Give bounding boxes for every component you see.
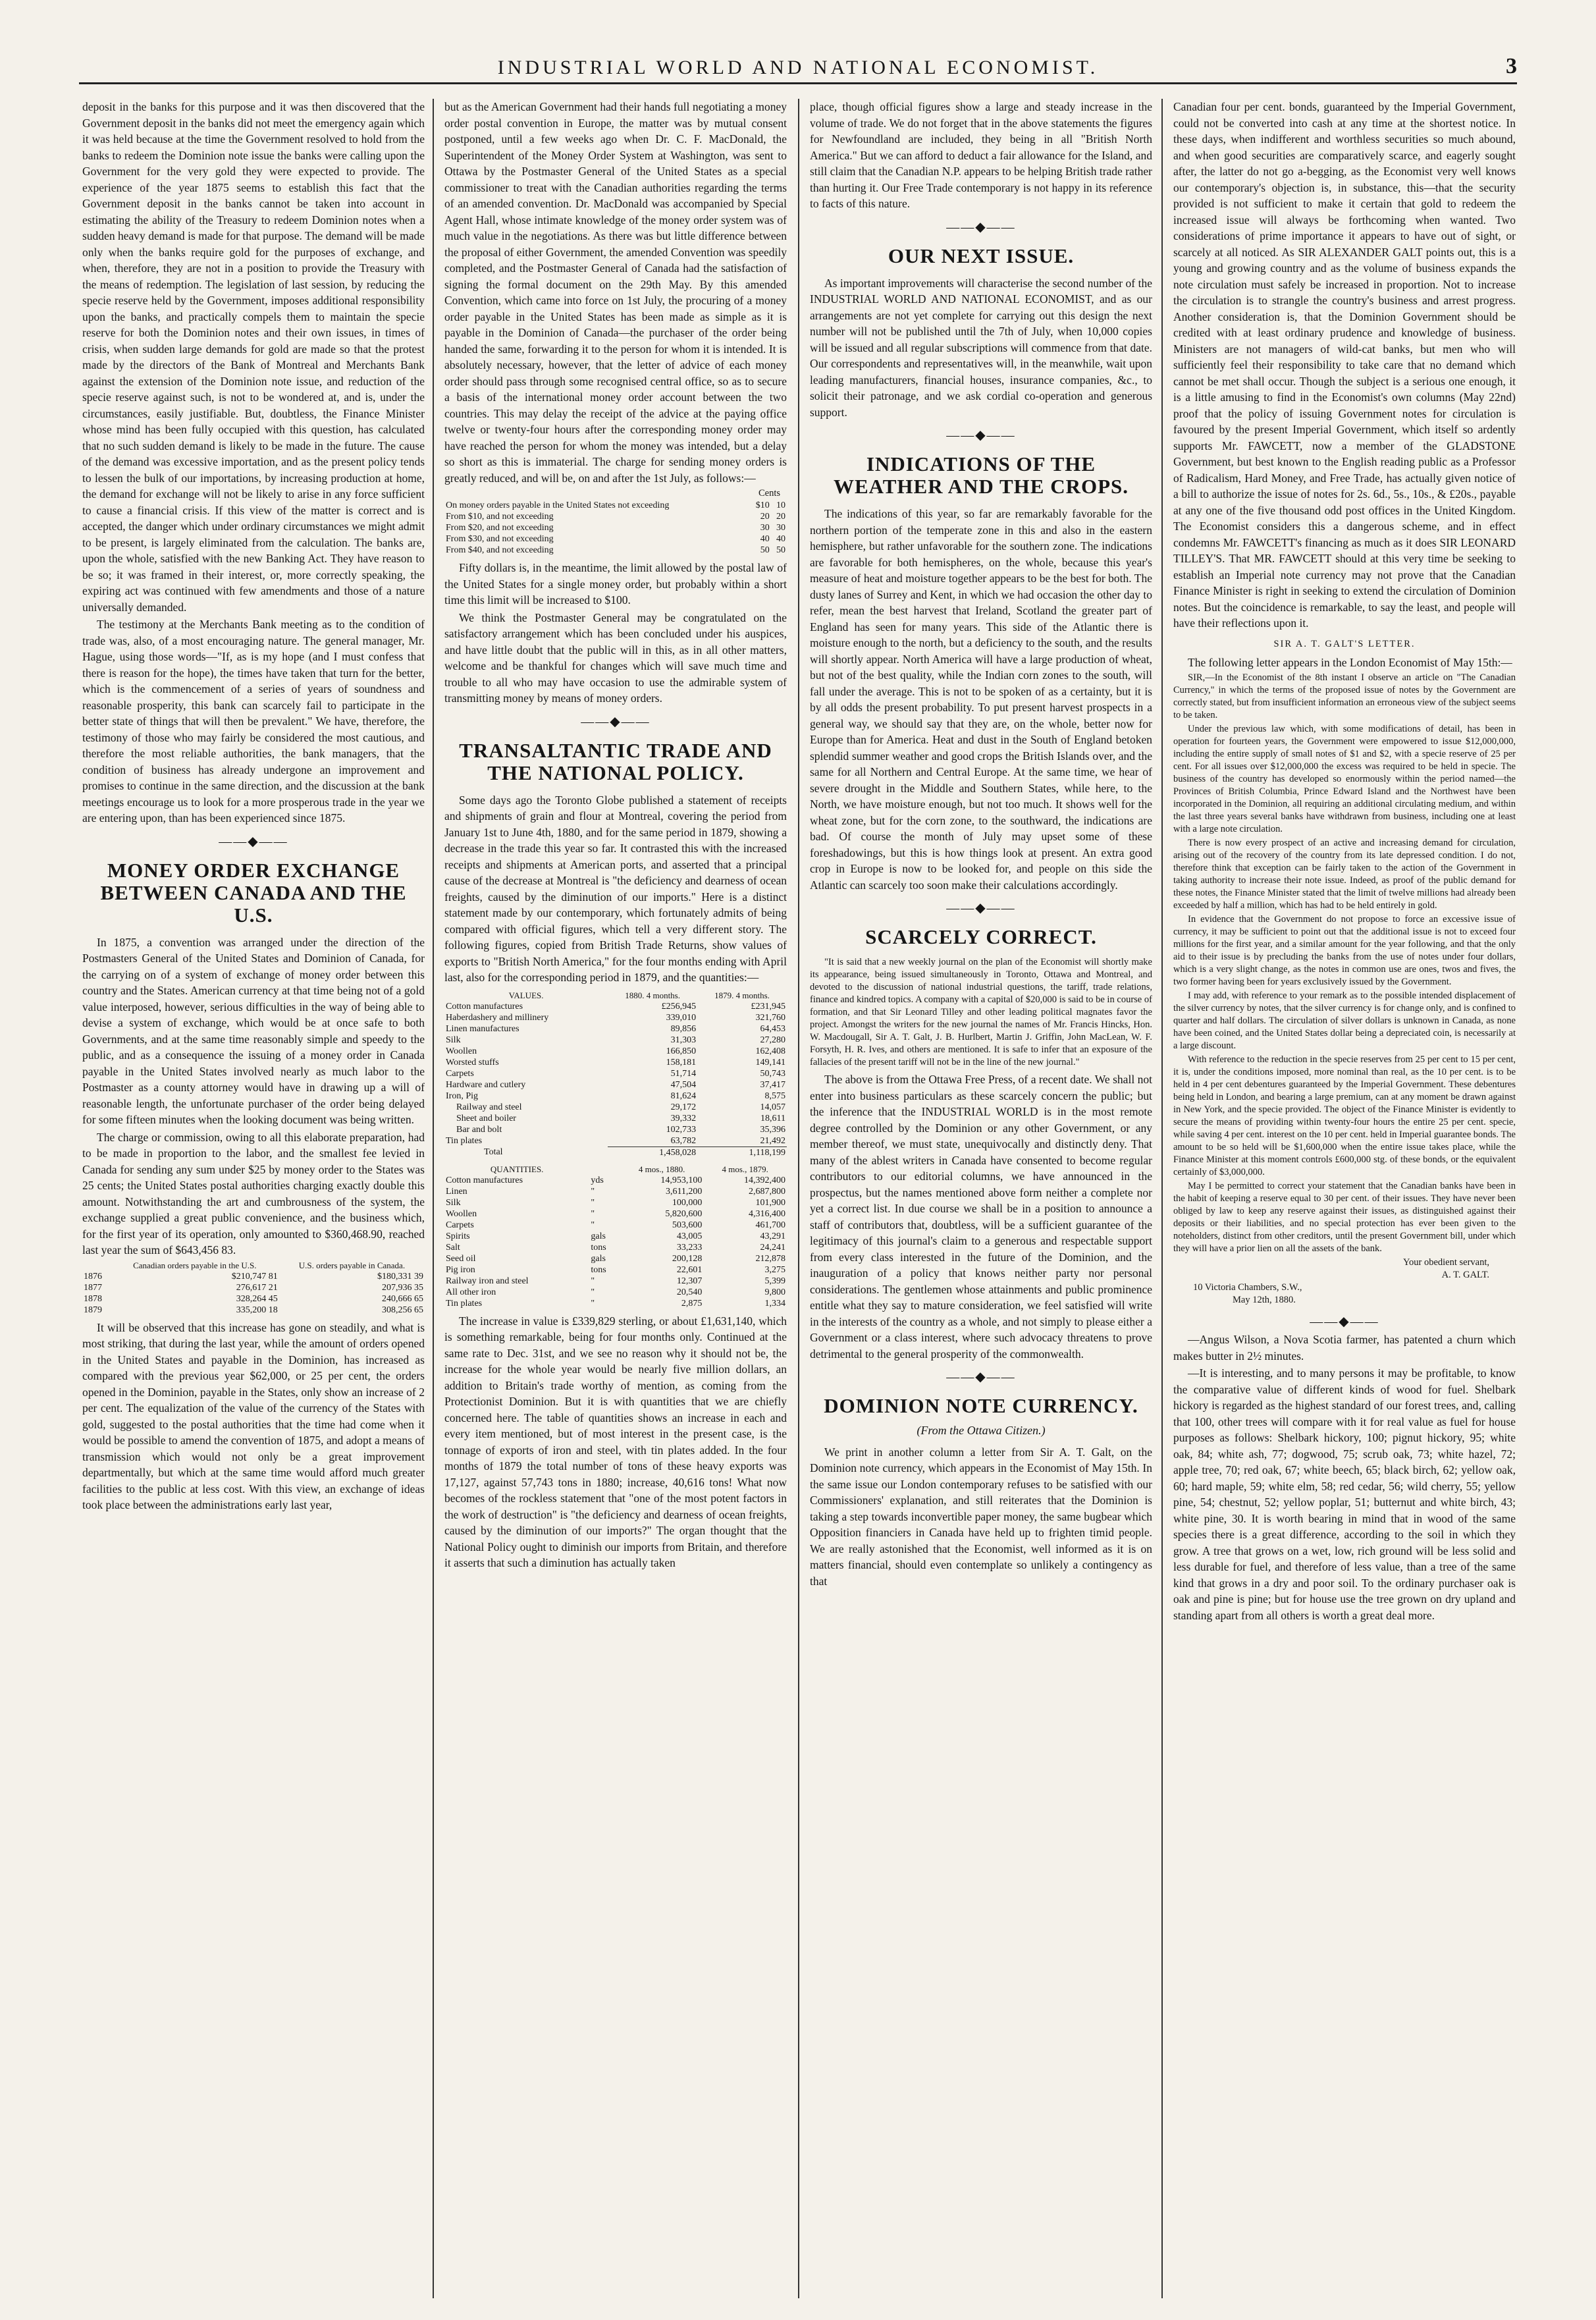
- table-row: Cotton manufactures yds 14,953,100 14,392,400: [446, 1175, 785, 1185]
- table-row: Sheet and boiler 39,332 18,611: [456, 1113, 785, 1123]
- section-divider: ——◆——: [946, 428, 1016, 443]
- headline-transatlantic-trade: TRANSALTANTIC TRADE AND THE NATIONAL POLICY.: [459, 738, 772, 784]
- headline-scarcely-correct: SCARCELY CORRECT.: [865, 925, 1097, 948]
- letter-paragraph: May I be permitted to correct your statement that the Canadian banks have been in the habit of keeping a reserve equal to 30 per cent. of their issues. They have never been obliged by law to keep any reserve against their issues, as distinguished against their deposits or their liabilities, and no special protection has ever been given to the noteholders, distinct from other creditors, until the present Government bill, under which they will have a prior lien on all the assets of the bank.: [1173, 1181, 1516, 1254]
- article-paragraph: The testimony at the Merchants Bank meeting as to the condition of trade was, also, of a most encouraging nature. The general manager, Mr. Hague, using those words—"If, as is my hope (and I must confess that there is reason for the hope), the times have taken that turn for the better, which is the commencement of a series of years of soundness and reasonable prosperity, this bank can scarcely fail to participate in the better state of things that will then be prevalent." We have, therefore, the testimony of those who may fairly be considered the most cautious, and therefore the most reliable authorities, the bank managers, that the condition of business has already undergone an improvement and promises to continue in the same direction, and the discussion at the bank meetings encourage us to look for a more prosperous trade in the year we are entering upon, than has been experienced since 1875.: [82, 618, 425, 824]
- masthead: [79, 51, 1517, 84]
- letter-signature: A. T. GALT.: [1441, 1270, 1489, 1280]
- table-row: From $20, and not exceeding 30 30: [446, 523, 785, 533]
- page-number: 3: [1506, 54, 1517, 78]
- article-paragraph: Canadian four per cent. bonds, guaranteed by the Imperial Government, could not be converted into cash at any time at the shortest notice. In these days, when indifferent and worthless securities so much abound, and when good securities are comparatively scarce, and eagerly sought after, the latter do not go a-begging, as the Economist very well knows our contemporary's objection is, in substance, this—that the security provided is not sufficient to make it certain that gold to redeem the increased issue will always be forthcoming when wanted. Two considerations of prime importance it appears to have out of sight, or scarcely at all noticed. As SIR ALEXANDER GALT points out, this is a young and growing country and as the volume of business expands the note circulation must safely be increased in proportion. Not to increase the circulation is to strangle the country's business and arrest progress. Another consideration is, that the Dominion Government should be credited with at least ordinary prudence and knowledge of business. Ministers are not managers of wild-cat banks, but men who will sufficiently feel their responsibility to take care that no demand which cannot be met shall occur. Though the subject is a serious one enough, it is a little amusing to find in the Economist's own columns (May 22nd) proof that the policy of issuing Government notes for circulation is favoured by the present Imperial Government, which itself so ardently supports Mr. FAWCETT, now a member of the GLADSTONE Government, but best known to the English reading public as a Professor of Radicalism, Hard Money, and Free Trade, has actually given notice of a bill to authorize the issue of notes for 2s. 6d., 5s., 10s., & £20s., payable at any one of the five thousand odd post offices in the United Kingdom. The Economist considers this a dangerous scheme, and in effect condemns Mr. FAWCETT's financing as much as it does SIR LEONARD TILLEY'S. That MR. FAWCETT should at this very time be seeking to establish an Imperial note currency may not prove that the Canadian Finance Minister is right in seeking to extend the circulation of Dominion notes. But the coincidence is remarkable, to say the least, and people will have their reflections upon it.: [1173, 100, 1516, 630]
- column-2: [444, 99, 787, 2298]
- article-paragraph: but as the American Government had their hands full negotiating a money order postal convention in Europe, the matter was by mutual consent postponed, until a few weeks ago when Dr. C. F. MacDonald, the Superintendent of the Money Order System at Washington, was sent to Ottawa by the Postmaster General of the United States as a special commissioner to treat with the Canadian authorities regarding the terms of an amended convention. Dr. MacDonald was accompanied by Special Agent Hall, whose intimate knowledge of the money order system was of much value in the negotiations. As there was but little difference between the proposal of either Government, the amended Convention was speedily completed, and the Postmaster General of Canada had the satisfaction of signing the formal document on the 29th May. By this amended Convention, which came into force on 1st July, the procuring of a money order payable in the United States has been made as simple as it is payable in the Dominion of Canada—the purchaser of the order being handed the same, forwarding it to the person for whom it is intended. It is absolutely necessary, however, that the letter of advice of each money order should pass through some recognised central office, so as to secure a basis of the international money order account between the two countries. This may delay the receipt of the advice at the paying office twelve or twenty-four hours after the corresponding money order may have reached the person for whom the money was intended, but a delay so short as this is immaterial. The charge for sending money orders is greatly reduced, and will be, on and after the 1st July, as follows:—: [444, 100, 787, 485]
- article-paragraph: Fifty dollars is, in the meantime, the limit allowed by the postal law of the United States for a single money order, but probably within a short time this limit will be increased to $100.: [444, 561, 787, 607]
- export-values-table: [444, 990, 787, 1158]
- table-row: Carpets 51,714 50,743: [446, 1068, 785, 1079]
- table-row: Worsted stuffs 158,181 149,141: [446, 1057, 785, 1067]
- table-total-row: Total 1,458,028 1,118,199: [484, 1147, 785, 1158]
- headline-source: (From the Ottawa Citizen.): [917, 1424, 1046, 1437]
- table-row: Carpets " 503,600 461,700: [446, 1220, 785, 1230]
- column-3: [810, 99, 1152, 2298]
- table-row: Railway iron and steel " 12,307 5,399: [446, 1276, 785, 1286]
- section-divider: ——◆——: [946, 1370, 1016, 1384]
- letter-closing: Your obedient servant,: [1402, 1257, 1489, 1268]
- column-rule: [433, 99, 434, 2298]
- table-header: Canadian orders payable in the U.S.: [133, 1260, 257, 1270]
- section-divider: ——◆——: [946, 219, 1016, 234]
- column-rule: [1161, 99, 1163, 2298]
- letter-paragraph: With reference to the reduction in the specie reserves from 25 per cent to 15 per cent, it is, under the conditions imposed, more nominal than real, as the 10 per cent. is to be held in 4 per cent debentures guaranteed by the Imperial Government. These debentures being held in London, and bearing a large premium, can at any moment be drawn against in New York, and the specie provided. The object of the Finance Minister is evidently to secure the means of providing within twenty-four hours the entire 25 per cent. specie, while saving 4 per cent. interest on the 10 per cent. held in Imperial guarantee bonds. The amount to be so held will be $1,600,000 when the entire issue takes place, while the Finance Minister at this moment controls £600,000 stg. of these bonds, or the equivalent certainly of $3,000,000.: [1173, 1054, 1516, 1177]
- section-divider: ——◆——: [946, 901, 1016, 915]
- table-row: 1879 335,200 18 308,256 65: [84, 1305, 423, 1315]
- headline-weather-crops: INDICATIONS OF THE WEATHER AND THE CROPS.: [833, 452, 1129, 498]
- table-header: U.S. orders payable in Canada.: [298, 1260, 406, 1270]
- article-paragraph: It will be observed that this increase has gone on steadily, and what is most striking, that during the last year, while the amount of orders opened in the United States and payable in the Dominion, has increased as compared with the previous year $62,000, or 25 per cent, the orders opened in the Dominion, payable in the States, only show an increase of 2 per cent. The equalization of the value of the currency of the States with gold, suggested to the postal authorities that the time had come when it would be possible to amend the convention of 1875, and adopt a means of transmission which would not only be a great improvement departmentally, but which at the same time would afford much greater facilities to the public at less cost. With this view, an exchange of ideas took place between the administrations early last year,: [82, 1320, 425, 1511]
- quoted-paragraph: "It is said that a new weekly journal on the plan of the Economist will shortly make its appearance, being issued simultaneously in Toronto, Ottawa and Montreal, and devoted to the discussion of national industrial questions, the tariff, trade relations, finance and kindred topics. A company with a capital of $20,000 is said to be in course of formation, and that Sir Leonard Tilley and other leading political magnates favor the project. Amongst the writers for the new journal the names of Mr. Francis Hincks, Hon. W. Macdougall, Sir A. T. Galt, J. B. Hurlbert, Martin J. Griffin, John MacLean, W. F. Forsyth, H. R. Ives, and others are mentioned. It is safe to infer that an exposure of the fallacies of the present tariff will not be in the line of the new journal.": [810, 957, 1152, 1067]
- table-row: On money orders payable in the United States not exceeding $10 10: [446, 500, 785, 510]
- column-rule: [798, 99, 799, 2298]
- section-divider: ——◆——: [1310, 1314, 1379, 1329]
- table-row: 1876 $210,747 81 $180,331 39: [84, 1271, 423, 1281]
- letter-heading: SIR A. T. GALT'S LETTER.: [1273, 638, 1416, 649]
- article-paragraph: The charge or commission, owing to all this elaborate preparation, had to be made in proportion to the labor, and the smallest fee levied in Canada for sending any sum under $25 by money order to the States was 25 cents; the United States postal authorities charging exactly double this amount. Notwithstanding the art and cumbrousness of the system, the exchange supplied a great public convenience, and the business which, for the first year of its operation, only amounted to $360,468.90, reached last year the sum of $643,456 83.: [82, 1130, 425, 1256]
- section-divider: ——◆——: [219, 834, 288, 849]
- article-paragraph: In 1875, a convention was arranged under the direction of the Postmasters General of the United States and Dominion of Canada, for the carrying on of a system of exchange of money order between this country and the States. American currency at that time being not of a gold value interposed, however, serious difficulties in the way of being able to devise a system of exchange, which would be at once safe to both Governments, and at the same time reasonably simple and speedy to the public, and as a consequence the issuing of a money order in Canada payable in the United States involved nearly as much labor to the Postmaster as a county attorney would have in drawing up a will of reasonable length, the unfortunate purchaser of the order being delayed for some fifteen minutes when the looking document was being written.: [82, 935, 425, 1126]
- article-paragraph: place, though official figures show a large and steady increase in the volume of trade. We do not forget that in the above statements the figures for Newfoundland are included, they being in all "British North America." But we can afford to deduct a fair allowance for the Island, and still claim that the Canadian N.P. appears to be helping British trade rather than hurting it. Our Free Trade contemporary is not happy in its reference to facts of this nature.: [810, 100, 1152, 210]
- headline-next-issue: OUR NEXT ISSUE.: [888, 244, 1075, 267]
- table-row: From $10, and not exceeding 20 20: [446, 512, 785, 522]
- table-header: [82, 1260, 111, 1271]
- export-quantities-table: [444, 1164, 787, 1309]
- section-divider: ——◆——: [581, 714, 651, 729]
- article-paragraph: We print in another column a letter from Sir A. T. Galt, on the Dominion note currency, which appears in the Economist of May 15th. In the same issue our London contemporary refuses to be satisfied with our Commissioners' explanation, and still reiterates that the Dominion is taking a step towards inconvertible paper money, the same bugbear which Opposition financiers in Canada have held up to frighten timid people. We are really astonished that the Economist, well informed as it is on matters financial, should even contemplate so unlikely a contingency as that: [810, 1445, 1152, 1588]
- letter-paragraph: There is now every prospect of an active and increasing demand for circulation, arising out of the recovery of the country from its late depressed condition. I do not, therefore think that exception can be fairly taken to the action of the Government in taking authority to increase their note issue. Indeed, as proof of the public demand for these notes, the Finance Minister stated that the limit of twelve millions had already been exceeded by half a million, which has had to be held entirely in gold.: [1173, 838, 1516, 911]
- table-row: Linen " 3,611,200 2,687,800: [446, 1186, 785, 1197]
- table-row: Railway and steel 29,172 14,057: [456, 1102, 785, 1112]
- table-row: Salt tons 33,233 24,241: [446, 1242, 785, 1253]
- article-paragraph: The following letter appears in the London Economist of May 15th:—: [1188, 655, 1512, 669]
- table-header-row: QUANTITIES. 4 mos., 1880. 4 mos., 1879.: [490, 1164, 768, 1174]
- table-row: Cotton manufactures £256,945 £231,945: [446, 1001, 785, 1012]
- table-row: Tin plates 63,782 21,492: [446, 1135, 785, 1146]
- news-item: —It is interesting, and to many persons it may be profitable, to know the comparative value of different kinds of wood for fuel. Shelbark hickory is regarded as the highest standard of our forest trees, and, calling that 100, other trees will compare with it for real value as fuel for house purposes as follows: Shelbark hickory, 100; pignut hickory, 95; white oak, 84; white ash, 77; dogwood, 75; scrub oak, 73; white hazel, 72; apple tree, 70; red oak, 67; white beech, 65; black birch, 62; yellow oak, 60; hard maple, 59; white elm, 58; red cedar, 56; wild cherry, 55; yellow pine, 54; chestnut, 52; yellow poplar, 51; butternut and white birch, 43; white pine, 30. It is worth bearing in mind that in wood of the same species there is a great difference, according to the soil in which they grow. A tree that grows on a wet, low, rich ground will be less solid and less durable for fuel, and therefore of less value, than a tree of the same kind that grows in a dry and poor soil. To the ordinary purchaser oak is oak and pine is pine; but for house use the tree grown on dry upland and standing apart from all others is worth a great deal more.: [1173, 1366, 1516, 1622]
- table-row: Pig iron tons 22,601 3,275: [446, 1264, 785, 1275]
- table-row: Iron, Pig 81,624 8,575: [446, 1091, 785, 1101]
- table-row: From $30, and not exceeding 40 40: [446, 534, 785, 544]
- table-row: Linen manufactures 89,856 64,453: [446, 1023, 785, 1034]
- table-row: 1877 276,617 21 207,936 35: [84, 1282, 423, 1293]
- table-row: Woollen 166,850 162,408: [446, 1046, 785, 1056]
- table-row: Seed oil gals 200,128 212,878: [446, 1253, 785, 1264]
- article-paragraph: As important improvements will characterise the second number of the INDUSTRIAL WORLD AND NATIONAL ECONOMIST, and as our arrangements are not yet complete for carrying out this design the next number will not be published until the 7th of July, when 10,000 copies will be issued and all regular subscriptions will commence from that date. Our correspondents and representatives will, in the meanwhile, wait upon leading manufacturers, financial houses, insurance companies, &c., to solicit their patronage, and we ask cordial co-operation and generous support.: [810, 276, 1152, 419]
- letter-paragraph: I may add, with reference to your remark as to the possible intended displacement of the silver currency by notes, that the silver currency is for change only, and is confined to quarter and half dollars. The circulation of silver dollars is unknown in Canada, as none have been coined, and the United States dollar being a depreciated coin, is necessarily at a large discount.: [1173, 990, 1516, 1051]
- letter-address: 10 Victoria Chambers, S.W.,: [1193, 1282, 1302, 1293]
- table-row: 1878 328,264 45 240,666 65: [84, 1293, 423, 1304]
- headline-dominion-note: DOMINION NOTE CURRENCY.: [824, 1394, 1138, 1417]
- table-row: Woollen " 5,820,600 4,316,400: [446, 1208, 785, 1219]
- table-row: Silk " 100,000 101,900: [446, 1197, 785, 1208]
- table-row: All other iron " 20,540 9,800: [446, 1287, 785, 1297]
- table-row: Hardware and cutlery 47,504 37,417: [446, 1079, 785, 1090]
- table-row: Bar and bolt 102,733 35,396: [456, 1124, 785, 1135]
- rates-cents-label: Cents: [758, 488, 780, 499]
- money-order-rates-table: [444, 500, 787, 556]
- article-paragraph: The increase in value is £339,829 sterling, or about £1,631,140, which is something remarkable, being for four months only. Continued at the same rate to Dec. 31st, and we see no reason why it should not be, the increase for the whole year would be nearly five million dollars, an addition to Britain's trade worthy of mention, as coming from the Protectionist Dominion. But it is with quantities that we are chiefly concerned here. The table of quantities shows an increase in each and every item mentioned, but of most interest in the present case, is the tonnage of exports of iron and steel, with tin plates added. In the four months of 1879 the total number of tons of these heavy exports was 17,127, against 57,743 tons in 1880; increase, 40,616 tons! What now becomes of the rockless statement that "one of the most potent factors in the work of destruction" is "the deficiency and dearness of ocean freights, caused by the diminution of our imports?" The organ thought that the National Policy ought to diminish our imports from Britain, and therefore it asserts that such a diminution has actually taken: [444, 1314, 787, 1569]
- headline-money-order: MONEY ORDER EXCHANGE BETWEEN CANADA AND THE U.S.: [100, 858, 407, 927]
- table-row: Spirits gals 43,005 43,291: [446, 1231, 785, 1241]
- letter-paragraph: SIR,—In the Economist of the 8th instant I observe an article on "The Canadian Currency," in which the terms of the proposed issue of notes by the Government are correctly stated, but from insufficient information an erroneous view of the subject seems to be taken.: [1173, 672, 1516, 720]
- article-paragraph: The indications of this year, so far are remarkably favorable for the northern portion of the temperate zone in this and also in the eastern hemisphere, but rather unfavorable for the southern zone. The indications are favorable for both hemispheres, on the whole, because this year's measure of heat and moisture together appears to be the best for both. The dusty lanes of Surrey and Kent, in which we had occasion the other day to refer, mean the best harvest that Ireland, Scotland the greater part of England has seen for many years. This side of the Atlantic there is moisture enough to the north, but a deficiency to the south, and the results will shortly appear. North America will have a large production of wheat, but not of the best quality, while the Indian corn zones to the south, will fall under the average. This is not to be spoken of as a certainty, but it is by all odds the present probability. To put present harvest prospects in a general way, we should say that they are, on the whole, better now for Europe than for America. Heat and dust in the South of England betoken splendid summer weather and good crops the British Islands over, and the same for all Northern and Central Europe. At the same time, we hear of severe drought in the Middle and Southern States, while here, to the North, we have moisture enough, but not too much. It shows well for the wheat zone, but for the corn zone, to the southward, the indications are bad. Of course the month of July may upset some of these foreshadowings, but this is how things look at present. An extra good crop in Europe is now to be looked for, and people on this side the Atlantic can scarcely too soon make their calculations accordingly.: [810, 507, 1152, 892]
- letter-paragraph: Under the previous law which, with some modifications of detail, has been in operation for fourteen years, the Government were empowered to issue $12,000,000, including the entire supply of small notes of $1 and $2, with a specie reserve of 25 per cent. For all issues over $12,000,000 the excess was required to be held in specie. The business of the country has developed so enormously within the period named—the Provinces of British Columbia, Prince Edward Island and the Northwest have been incorporated in the Dominion, all requiring an additional circulating medium, and within the last three years several banks have withdrawn from business, including one at least with a large note circulation.: [1173, 724, 1516, 834]
- masthead-title: INDUSTRIAL WORLD AND NATIONAL ECONOMIST.: [497, 57, 1099, 78]
- article-paragraph: deposit in the banks for this purpose and it was then discovered that the Government deposit in the banks did not meet the emergency again which it was held because at the time the Government resolved to hold from the banks to redeem the Dominion note issue the banks were calling upon the Government for the very gold they were expected to provide. The experience of the year 1875 seems to establish this fact that the Government deposit in the banks cannot be taken into account in estimating the ability of the Treasury to redeem Dominion notes when a sudden heavy demand is made for that purpose. The demand will be made only when the banks require gold for the purposes of exchange, and when, therefore, they are not in a position to provide the Treasury with the means of redemption. The legislation of last session, by reducing the specie reserve held by the Government, imposes additional responsibility upon the banks, and practically compels them to maintain the specie reserve for both the Dominion notes and their own issues, in times of crisis, when sudden large demands for gold are made so that the protest made by the directors of the Bank of Montreal and Merchants Bank against the extension of the Dominion note issue, and reduction of the specie reserve against such, is not to be wondered at, and is, under the circumstances, easily justifiable. But, doubtless, the Finance Minister whose mind has been fully occupied with this question, has calculated that no such sudden demand is likely to be made in the future. The cause of the demand was excessive importation, and as the present policy tends to lessen the bulk of our importations, by increasing production at home, the demand for exchange will not be likely to arise in any force sufficient to cause a financial crisis. If this view of the matter is correct and is accepted, the danger which under ordinary circumstances we might admit to be present, is largely eliminated from the calculation. The banks are, upon the whole, satisfied with the new Banking Act. They have reason to be so; it was framed in their interest, or, more correctly speaking, the expiring act was continued with few amendments and those of a nature universally demanded.: [82, 100, 425, 614]
- letter-paragraph: In evidence that the Government do not propose to force an excessive issue of currency, it may be sufficient to point out that the additional issue is not to exceed four millions for the first year, and a similar amount for the year following, and that the only aid to their issue is by precluding the banks from the use of notes under four dollars, which is a very slight change, as the notes in common use are ones, twos and fives, the two former having been for years exclusively issued by the Government.: [1173, 914, 1516, 987]
- table-header-row: VALUES. 1880. 4 months. 1879. 4 months.: [508, 990, 770, 1000]
- news-item: —Angus Wilson, a Nova Scotia farmer, has patented a churn which makes butter in 2½ minutes.: [1173, 1333, 1516, 1362]
- article-paragraph: We think the Postmaster General may be congratulated on the satisfactory arrangement which has been concluded under his auspices, and have little doubt that the public will in this, as in all other matters, welcome and be thankful for changes which will save much time and trouble to all who may have occasion to use the admirable system of transmitting money by means of money orders.: [444, 610, 787, 705]
- column-1: [82, 99, 425, 2298]
- letter-date: May 12th, 1880.: [1233, 1295, 1296, 1305]
- column-4: [1173, 99, 1516, 2298]
- article-paragraph: The above is from the Ottawa Free Press, of a recent date. We shall not enter into business particulars as these scarcely concern the public; but the inference that the INDUSTRIAL WORLD is in the most remote degree controlled by the Dominion or any other Government, or any member thereof, we must state, unequivocally and distinctly deny. That many of the ablest writers in Canada have consented to become regular contributors to our editorial columns, we have announced in the prospectus, but the names mentioned above form neither a complete nor yet a correct list. In due course we shall be in a position to announce a staff of contributors that, doubtless, will be a sufficient guarantee of the legitimacy of this journal's claim to a generous and respectable support from every class interested in the future of the Dominion, and the inauguration of a policy that knows neither party nor personal considerations. The gentlemen whose attainments and public prominence entitle what they say to mature consideration, we feel satisfied will write in the interests of the country as a whole, and not simply to please either a Government or a class interest, where such advocacy threatens to prove detrimental to the general prosperity of the commonwealth.: [810, 1073, 1152, 1361]
- money-order-table: [82, 1260, 425, 1316]
- article-paragraph: Some days ago the Toronto Globe published a statement of receipts and shipments of grain and flour at Montreal, covering the period from January 1st to June 4th, 1880, and for the same period in 1879, showing a decrease in the trade this year so far. It contrasted this with the increased receipts and shipments at American ports, and asserted that a principal cause of the decrease at Montreal is "the deficiency and dearness of ocean freights, caused by the diminution of our imports." Here is a distinct statement made by our contemporary, which fortunately admits of being compared with official figures, which tell a very different story. The following figures, copied from British Trade Returns, show values of exports to "British North America," for the four months ending with April last, also for the corresponding period in 1879, and the quantities:—: [444, 793, 787, 984]
- table-row: Silk 31,303 27,280: [446, 1035, 785, 1045]
- table-row: Tin plates " 2,875 1,334: [446, 1298, 785, 1308]
- table-row: Haberdashery and millinery 339,010 321,760: [446, 1012, 785, 1023]
- table-row: From $40, and not exceeding 50 50: [446, 545, 785, 555]
